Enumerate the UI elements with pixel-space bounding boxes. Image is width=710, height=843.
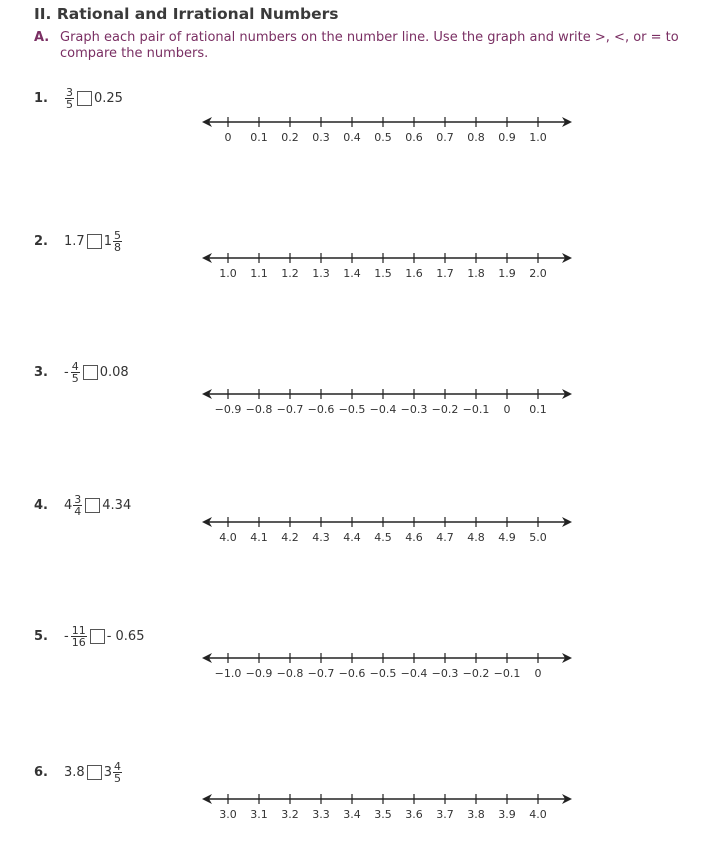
fraction — [73, 494, 82, 517]
tick-label: 0.6 — [405, 131, 423, 144]
tick-label: −0.6 — [307, 403, 335, 416]
section-title: II. Rational and Irrational Numbers — [34, 5, 339, 23]
tick-label: 0 — [534, 667, 542, 680]
comparison-answer-box[interactable] — [85, 498, 100, 513]
problem-1 — [34, 81, 234, 115]
negative-sign: - — [64, 628, 69, 644]
instruction-letter: A. — [34, 30, 50, 45]
fraction-numerator: 5 — [113, 228, 121, 242]
fraction-numerator: 11 — [71, 623, 86, 637]
tick-label: −0.7 — [276, 403, 304, 416]
tick-label: 1.1 — [250, 267, 268, 280]
tick-label: 3.7 — [436, 808, 454, 821]
tick-label: 0.7 — [436, 131, 454, 144]
tick-label: 4.8 — [467, 531, 485, 544]
tick-label: 4.4 — [343, 531, 361, 544]
number-line-4[interactable] — [198, 514, 578, 554]
fraction-numerator: 3 — [74, 492, 82, 506]
number-line-svg — [198, 650, 578, 690]
tick-label: 0.3 — [312, 131, 330, 144]
number-line-svg — [198, 250, 578, 290]
tick-label: 1.7 — [436, 267, 454, 280]
tick-label: 1.6 — [405, 267, 423, 280]
problem-number: 5. — [34, 628, 48, 644]
value-a: 3.8 — [64, 764, 85, 780]
fraction — [71, 361, 80, 384]
fraction-numerator: 3 — [66, 85, 73, 99]
tick-label: 3.2 — [281, 808, 299, 821]
value-b: - 0.65 — [106, 628, 145, 644]
tick-label: 3.3 — [312, 808, 330, 821]
mixed-whole: 1 — [103, 233, 112, 249]
tick-label: 0.1 — [250, 131, 268, 144]
value-b: 0.08 — [99, 364, 129, 380]
tick-label: 4.0 — [529, 808, 547, 821]
value-b: 4.34 — [102, 497, 132, 513]
comparison-answer-box[interactable] — [87, 234, 102, 249]
number-line-3[interactable] — [198, 386, 578, 426]
tick-label: −0.8 — [276, 667, 304, 680]
tick-label: −0.6 — [338, 667, 366, 680]
tick-label: 3.9 — [498, 808, 516, 821]
value-a: 1.7 — [64, 233, 85, 249]
fraction-denominator: 8 — [113, 240, 121, 254]
tick-label: 5.0 — [529, 531, 547, 544]
tick-label: 4.7 — [436, 531, 454, 544]
tick-label: −0.8 — [245, 403, 273, 416]
problem-3 — [34, 355, 234, 389]
fraction-denominator: 16 — [71, 635, 86, 649]
tick-label: −0.4 — [400, 667, 428, 680]
number-line-5[interactable] — [198, 650, 578, 690]
tick-label: 3.1 — [250, 808, 268, 821]
number-line-1[interactable] — [198, 114, 578, 154]
fraction — [71, 625, 87, 648]
number-line-svg — [198, 514, 578, 554]
fraction-denominator: 5 — [113, 771, 121, 785]
negative-sign: - — [64, 364, 69, 380]
mixed-whole: 3 — [103, 764, 112, 780]
tick-label: 4.9 — [498, 531, 516, 544]
tick-label: 1.0 — [529, 131, 547, 144]
comparison-answer-box[interactable] — [90, 629, 105, 644]
tick-label: −0.4 — [369, 403, 397, 416]
tick-label: 0.4 — [343, 131, 361, 144]
comparison-answer-box[interactable] — [83, 365, 98, 380]
tick-label: 4.6 — [405, 531, 423, 544]
tick-label: 1.8 — [467, 267, 485, 280]
tick-label: 4.5 — [374, 531, 392, 544]
instruction-text: Graph each pair of rational numbers on the number line. Use the graph and write >, <, or = to compare the numbers. — [60, 30, 679, 61]
tick-label: 3.8 — [467, 808, 485, 821]
fraction — [113, 761, 122, 784]
number-line-6[interactable] — [198, 791, 578, 831]
tick-label: 0 — [503, 403, 511, 416]
tick-label: 0.5 — [374, 131, 392, 144]
tick-label: 0.2 — [281, 131, 299, 144]
tick-label: −0.3 — [400, 403, 428, 416]
problem-number: 6. — [34, 764, 48, 780]
tick-label: −0.9 — [214, 403, 242, 416]
tick-label: 1.0 — [219, 267, 237, 280]
problem-number: 1. — [34, 90, 48, 106]
fraction-denominator: 5 — [66, 97, 73, 111]
number-line-svg — [198, 791, 578, 831]
fraction-denominator: 5 — [71, 371, 79, 385]
value-b: 0.25 — [94, 90, 123, 106]
fraction — [65, 87, 74, 110]
tick-label: 0.1 — [529, 403, 547, 416]
tick-label: 3.0 — [219, 808, 237, 821]
tick-label: −0.5 — [369, 667, 397, 680]
comparison-answer-box[interactable] — [87, 765, 102, 780]
number-line-svg — [198, 386, 578, 426]
tick-label: −0.2 — [462, 667, 490, 680]
tick-label: 0.8 — [467, 131, 485, 144]
tick-label: −0.1 — [493, 667, 521, 680]
tick-label: 1.4 — [343, 267, 361, 280]
tick-label: 0 — [224, 131, 232, 144]
tick-label: 3.5 — [374, 808, 392, 821]
problem-number: 4. — [34, 497, 48, 513]
tick-label: 4.0 — [219, 531, 237, 544]
fraction — [113, 230, 122, 253]
instructions — [34, 30, 694, 62]
tick-label: 1.2 — [281, 267, 299, 280]
tick-label: −0.2 — [431, 403, 459, 416]
number-line-svg — [198, 114, 578, 154]
tick-label: 4.1 — [250, 531, 268, 544]
tick-label: 4.2 — [281, 531, 299, 544]
mixed-whole: 4 — [64, 497, 73, 513]
tick-label: −1.0 — [214, 667, 242, 680]
problem-number: 3. — [34, 364, 48, 380]
problem-6 — [34, 755, 234, 789]
tick-label: −0.7 — [307, 667, 335, 680]
tick-label: −0.1 — [462, 403, 490, 416]
tick-label: 4.3 — [312, 531, 330, 544]
tick-label: 2.0 — [529, 267, 547, 280]
tick-label: 1.5 — [374, 267, 392, 280]
tick-label: 1.9 — [498, 267, 516, 280]
tick-label: −0.5 — [338, 403, 366, 416]
problem-5 — [34, 619, 234, 653]
tick-label: 0.9 — [498, 131, 516, 144]
problem-number: 2. — [34, 233, 48, 249]
comparison-answer-box[interactable] — [77, 91, 92, 106]
number-line-2[interactable] — [198, 250, 578, 290]
tick-label: −0.9 — [245, 667, 273, 680]
fraction-numerator: 4 — [71, 359, 79, 373]
fraction-denominator: 4 — [74, 504, 82, 518]
tick-label: 1.3 — [312, 267, 330, 280]
tick-label: 3.4 — [343, 808, 361, 821]
tick-label: 3.6 — [405, 808, 423, 821]
tick-label: −0.3 — [431, 667, 459, 680]
fraction-numerator: 4 — [113, 759, 121, 773]
